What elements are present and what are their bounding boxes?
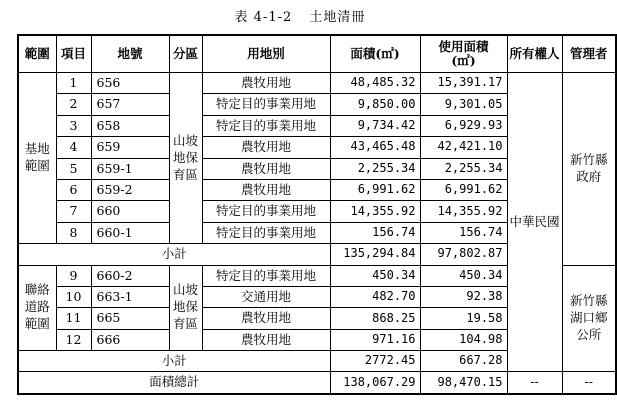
table-body — [18, 73, 616, 394]
scope-group2 — [18, 265, 56, 351]
used-area-value: 42,421.10 — [420, 137, 507, 158]
owner-cell: 中華民國 — [507, 73, 562, 372]
item-number: 6 — [56, 179, 91, 200]
header-item: 項目 — [56, 35, 91, 73]
area-value: 482.70 — [330, 286, 420, 307]
table-row — [18, 73, 616, 94]
land-register-table — [17, 34, 617, 395]
item-number: 2 — [56, 94, 91, 115]
header-used-area — [420, 35, 507, 73]
subtotal-used-area: 97,802.87 — [420, 244, 507, 265]
lot-number: 656 — [91, 73, 169, 94]
lot-number: 657 — [91, 94, 169, 115]
item-number: 9 — [56, 265, 91, 286]
zone-group1-line: 育區 — [172, 166, 198, 182]
manager-group2-line: 新竹縣 — [569, 293, 608, 309]
lot-number: 665 — [91, 308, 169, 329]
item-number: 10 — [56, 286, 91, 307]
lot-number: 658 — [91, 115, 169, 136]
used-area-value: 9,301.05 — [420, 94, 507, 115]
land-use: 特定目的事業用地 — [202, 201, 330, 222]
item-number: 7 — [56, 201, 91, 222]
total-owner: -- — [507, 372, 562, 394]
area-value: 450.34 — [330, 265, 420, 286]
used-area-value: 450.34 — [420, 265, 507, 286]
scope-group2-line: 範圍 — [24, 316, 50, 332]
manager-group1-line: 政府 — [576, 168, 602, 184]
area-value: 868.25 — [330, 308, 420, 329]
land-use: 特定目的事業用地 — [202, 115, 330, 136]
item-number: 5 — [56, 158, 91, 179]
manager-group2 — [562, 265, 616, 372]
header-zone: 分區 — [169, 35, 202, 73]
caption-title: 土地清冊 — [309, 10, 366, 25]
header-manager: 管理者 — [562, 35, 616, 73]
area-value: 971.16 — [330, 329, 420, 350]
lot-number: 660-1 — [91, 222, 169, 243]
land-use: 農牧用地 — [202, 308, 330, 329]
total-area: 138,067.29 — [330, 372, 420, 394]
header-row — [18, 35, 616, 73]
lot-number: 659-2 — [91, 179, 169, 200]
total-used-area: 98,470.15 — [420, 372, 507, 394]
lot-number: 659-1 — [91, 158, 169, 179]
caption-label: 表 4-1-2 — [234, 10, 293, 25]
area-value: 156.74 — [330, 222, 420, 243]
land-use: 農牧用地 — [202, 137, 330, 158]
used-area-value: 2,255.34 — [420, 158, 507, 179]
land-use: 農牧用地 — [202, 179, 330, 200]
used-area-value: 15,391.17 — [420, 73, 507, 94]
land-use: 特定目的事業用地 — [202, 222, 330, 243]
used-area-value: 14,355.92 — [420, 201, 507, 222]
zone-group2 — [169, 265, 202, 351]
scope-group1 — [18, 73, 56, 244]
area-value: 9,850.00 — [330, 94, 420, 115]
item-number: 3 — [56, 115, 91, 136]
zone-group2-line: 育區 — [172, 316, 198, 332]
lot-number: 659 — [91, 137, 169, 158]
zone-group2-line: 山坡 — [172, 282, 198, 298]
header-scope: 範圍 — [18, 35, 56, 73]
lot-number: 666 — [91, 329, 169, 350]
subtotal-label: 小計 — [18, 244, 330, 265]
area-value: 2,255.34 — [330, 158, 420, 179]
lot-number: 663-1 — [91, 286, 169, 307]
zone-group1-line: 地保 — [172, 149, 198, 165]
used-area-value: 6,929.93 — [420, 115, 507, 136]
manager-group2-line: 湖口鄉 — [569, 310, 608, 326]
scope-group1-line: 基地 — [24, 141, 50, 157]
area-value: 48,485.32 — [330, 73, 420, 94]
total-manager: -- — [562, 372, 616, 394]
manager-group1 — [562, 73, 616, 266]
header-area: 面積(㎡) — [330, 35, 420, 73]
area-value: 14,355.92 — [330, 201, 420, 222]
item-number: 4 — [56, 137, 91, 158]
header-used-area-line1: 使用面積 — [438, 38, 489, 54]
area-value: 9,734.42 — [330, 115, 420, 136]
manager-group2-line: 公所 — [576, 326, 602, 342]
header-use: 用地別 — [202, 35, 330, 73]
land-use: 農牧用地 — [202, 73, 330, 94]
item-number: 12 — [56, 329, 91, 350]
zone-group2-line: 地保 — [172, 299, 198, 315]
used-area-value: 156.74 — [420, 222, 507, 243]
area-value: 43,465.48 — [330, 137, 420, 158]
lot-number: 660 — [91, 201, 169, 222]
used-area-value: 92.38 — [420, 286, 507, 307]
scope-group1-line: 範圍 — [24, 158, 50, 174]
land-use: 特定目的事業用地 — [202, 265, 330, 286]
subtotal-label: 小計 — [18, 351, 330, 372]
manager-group1-line: 新竹縣 — [569, 151, 608, 167]
scope-group2-line: 道路 — [24, 299, 50, 315]
zone-group1 — [169, 73, 202, 244]
land-use: 農牧用地 — [202, 329, 330, 350]
land-use: 農牧用地 — [202, 158, 330, 179]
header-used-area-line2: (㎡) — [451, 53, 476, 68]
used-area-value: 6,991.62 — [420, 179, 507, 200]
area-value: 6,991.62 — [330, 179, 420, 200]
used-area-value: 104.98 — [420, 329, 507, 350]
land-use: 交通用地 — [202, 286, 330, 307]
subtotal-area: 135,294.84 — [330, 244, 420, 265]
header-owner: 所有權人 — [507, 35, 562, 73]
subtotal-used-area: 667.28 — [420, 351, 507, 372]
scope-group2-line: 聯絡 — [24, 282, 50, 298]
header-lot: 地號 — [91, 35, 169, 73]
land-use: 特定目的事業用地 — [202, 94, 330, 115]
item-number: 1 — [56, 73, 91, 94]
table-caption — [0, 6, 600, 25]
zone-group1-line: 山坡 — [172, 132, 198, 148]
lot-number: 660-2 — [91, 265, 169, 286]
item-number: 11 — [56, 308, 91, 329]
total-label: 面積總計 — [18, 372, 330, 394]
used-area-value: 19.58 — [420, 308, 507, 329]
item-number: 8 — [56, 222, 91, 243]
total-row — [18, 372, 616, 394]
subtotal-area: 2772.45 — [330, 351, 420, 372]
